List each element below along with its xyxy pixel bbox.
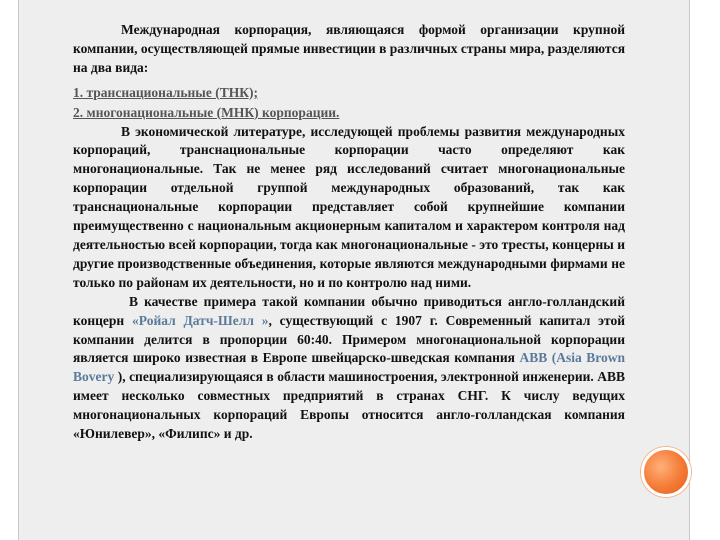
shell-company-name: «Ройал Датч-Шелл »: [132, 312, 269, 328]
paragraph-examples: [73, 293, 625, 444]
intro-paragraph: Международная корпорация, являющаяся формой организации крупной компании, осуществляющей прямые инвестиции в различных страны мира, разделяются на два вида:: [73, 22, 625, 75]
paragraph-examples-part2: , существующий с 1907 г. Современный капитал этой компании делится в пропорции 60:40. Примером многонациональной корпорации является широко известная в Европе швейцарско-шведская компания: [73, 312, 626, 366]
paragraph-definitions: В экономической литературе, исследующей проблемы развития международных корпораций, транснациональные корпорации часто определяют как многонациональные. Так не менее ряд исследований считает многонациональные корпорации отдельной группой международных образований, так как транснациональные корпорации представляет собой крупнейшие компании преимущественно с национальным акционерным капиталом и характером контроля над деятельностью всей корпорации, тогда как многонациональные - это тресты, концерны и другие производственные объединения, которые являются международными фирмами не только по районам их деятельности, но и по контролю над ними.: [73, 123, 625, 290]
abb-company-name: АВВ (Asia Brown Bovery: [73, 350, 625, 385]
decorative-circle-icon: [641, 447, 691, 497]
slide-content: [73, 0, 625, 444]
paragraph-examples-part1: В качестве примера такой компании обычно приводиться англо-голландский концерн: [73, 293, 625, 328]
list-item-mnk: 2. многонациональные (МНК) корпорации.: [73, 104, 340, 120]
paragraph-examples-part3: ), специализирующаяся в области машиностроения, электронной инженерии. АВВ имеет несколько совместных предприятий в странах СНГ. К числу ведущих многонациональных корпораций Европы относится англо-голландская компания «Юнилевер», «Филипс» и др.: [73, 369, 625, 442]
list-item-tnk: 1. транснациональные (ТНК);: [73, 84, 258, 100]
